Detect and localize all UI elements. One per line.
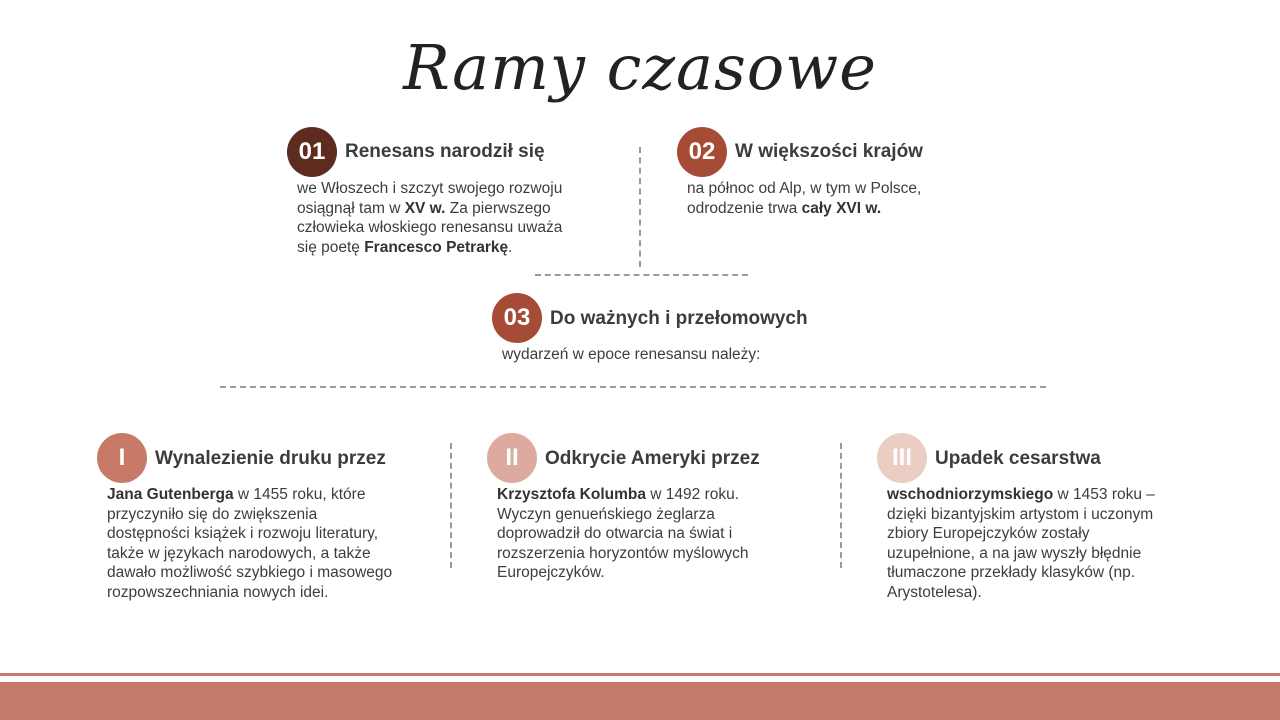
text-segment: osiągnął tam w (297, 199, 405, 217)
text-segment: w 1492 roku. (646, 486, 740, 503)
text-line: zbiory Europejczyków zostały (887, 525, 1090, 542)
text-line: rozszerzenia horyzontów myślowych (497, 544, 749, 562)
text-line: rozpowszechniania nowych idei. (107, 583, 329, 601)
slide-title: Ramy czasowe (403, 31, 877, 104)
text-event-3 (887, 485, 1207, 602)
divider-horizontal-short (535, 274, 748, 276)
text-line: uzupełnione, a na jaw wyszły błędnie (887, 544, 1142, 562)
text-line: Wyczyn genueńskiego żeglarza (497, 505, 715, 523)
divider-vertical-2 (840, 443, 842, 568)
heading-02: W większości krajów (735, 141, 923, 162)
text-line (297, 238, 617, 258)
badge-02: 02 (677, 127, 727, 177)
divider-horizontal-long (220, 386, 1046, 388)
text-line: tłumaczone przekłady klasyków (np. (887, 564, 1136, 581)
text-segment: Za pierwszego (445, 199, 551, 217)
bold-text: Krzysztofa Kolumba (497, 486, 646, 503)
badge-01: 01 (287, 127, 337, 177)
heading-event-1: Wynalezienie druku przez (155, 448, 386, 469)
text-line: na północ od Alp, w tym w Polsce, (687, 180, 922, 197)
text-03 (502, 345, 822, 365)
text-line (107, 485, 427, 505)
bold-text: XV w. (404, 199, 446, 217)
text-01 (297, 179, 617, 257)
text-segment: się poetę (297, 238, 365, 256)
text-line: Europejczyków. (497, 564, 605, 581)
badge-03: 03 (492, 293, 542, 343)
text-line (887, 485, 1207, 505)
text-line: człowieka włoskiego renesansu uważa (297, 219, 563, 236)
heading-03: Do ważnych i przełomowych (550, 308, 808, 329)
text-02 (687, 179, 1007, 218)
text-segment: w 1455 roku, które (233, 486, 366, 503)
text-line: wydarzeń w epoce renesansu należy: (502, 346, 761, 363)
bold-text: Francesco Petrarkę (364, 238, 509, 256)
text-line: dzięki bizantyjskim artystom i uczonym (887, 505, 1154, 523)
text-segment: odrodzenie trwa (687, 199, 802, 217)
text-event-1 (107, 485, 427, 602)
text-segment: . (508, 238, 513, 256)
text-line: dawało możliwość szybkiego i masowego (107, 564, 393, 581)
badge-I: I (97, 433, 147, 483)
text-line: we Włoszech i szczyt swojego rozwoju (297, 180, 563, 197)
text-event-2 (497, 485, 817, 583)
heading-event-3: Upadek cesarstwa (935, 448, 1101, 469)
text-line: przyczyniło się do zwiększenia (107, 505, 318, 523)
text-line: także w językach narodowych, a także (107, 544, 371, 562)
heading-event-2: Odkrycie Ameryki przez (545, 448, 760, 469)
footer-stripe-thick (0, 682, 1280, 720)
badge-II: II (487, 433, 537, 483)
text-line: doprowadził do otwarcia na świat i (497, 525, 733, 542)
footer-stripe-thin (0, 673, 1280, 676)
divider-vertical-top (639, 147, 641, 267)
bold-text: Jana Gutenberga (107, 486, 234, 503)
bold-text: wschodniorzymskiego (887, 486, 1054, 503)
badge-III: III (877, 433, 927, 483)
text-line (687, 199, 1007, 219)
heading-01: Renesans narodził się (345, 141, 545, 162)
divider-vertical-1 (450, 443, 452, 568)
text-line: dostępności książek i rozwoju literatury, (107, 525, 379, 542)
text-line (497, 485, 817, 505)
text-segment: w 1453 roku – (1053, 486, 1155, 503)
bold-text: cały XVI w. (801, 199, 882, 217)
text-line (297, 199, 617, 219)
text-line: Arystotelesa). (887, 583, 982, 601)
